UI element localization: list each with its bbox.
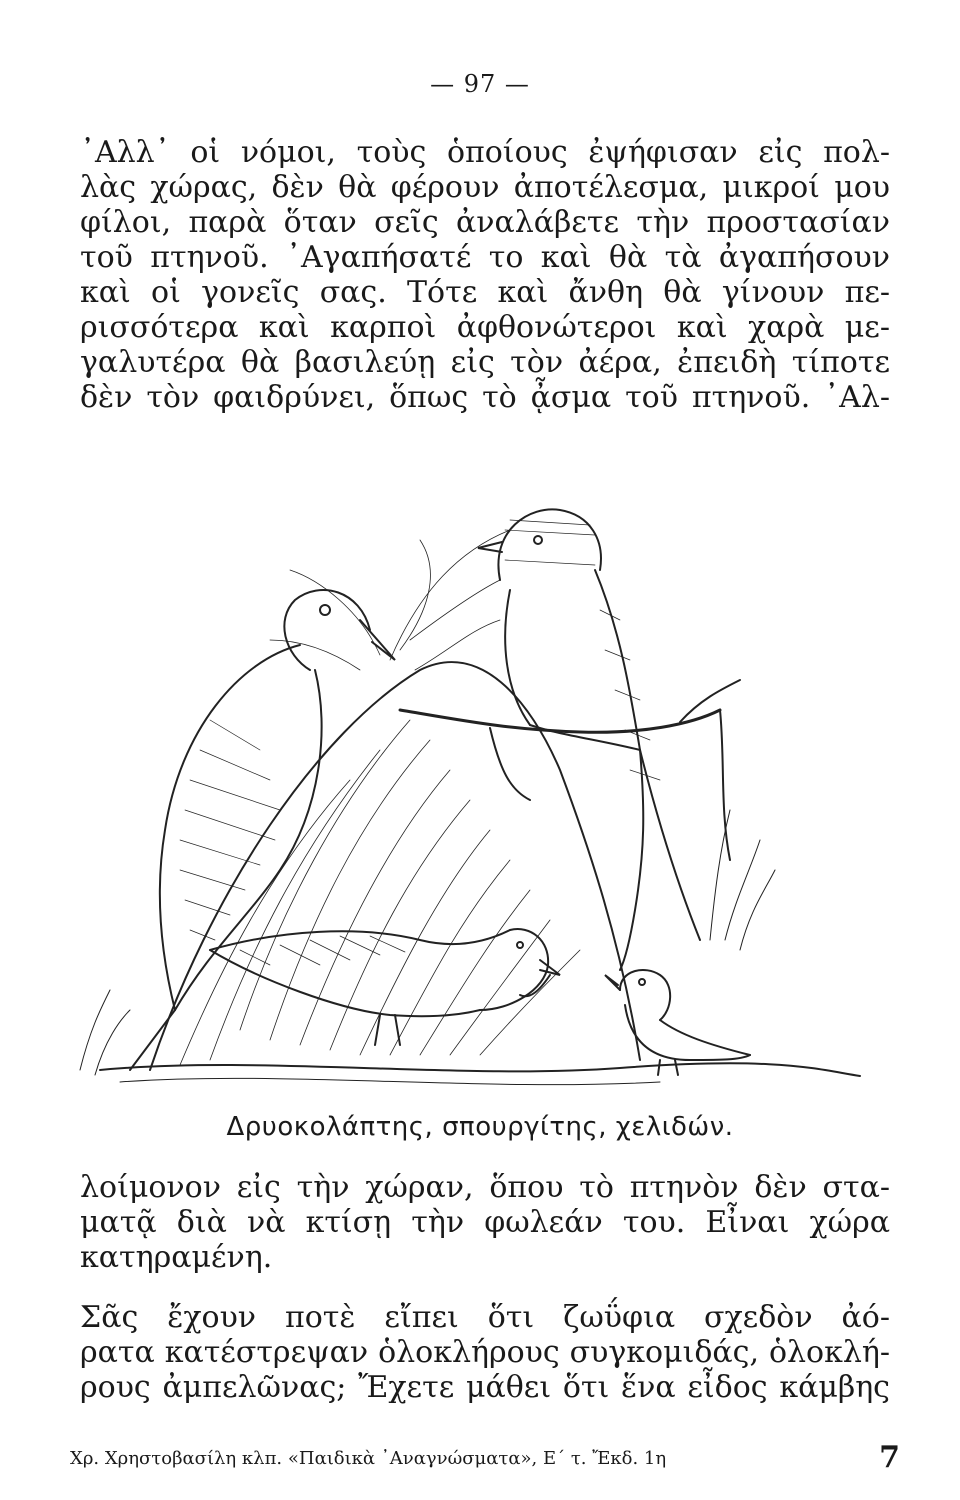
text-line: ρισσότερα καὶ καρποὶ ἀφθονώτεροι καὶ χαρὰ με- [80, 310, 890, 345]
paragraph-2 [80, 1170, 890, 1275]
footer-text: Χρ. Χρηστοβασίλη κλπ. «Παιδικὰ ᾿Αναγνώσματα», Ε΄ τ. Ἔκδ. 1η [70, 1448, 667, 1469]
signature-mark: 7 [879, 1440, 900, 1475]
text-line: καὶ οἱ γονεῖς σας. Τότε καὶ ἄνθη θὰ γίνουν πε- [80, 275, 890, 310]
paragraph-1 [80, 135, 890, 415]
text-line: ᾿Αλλ᾿ οἱ νόμοι, τοὺς ὁποίους ἐψήφισαν εἰς πολ- [80, 135, 890, 170]
text-line: ρατα κατέστρεψαν ὁλοκλήρους συγκομιδάς, ὁλοκλή- [80, 1335, 890, 1370]
birds-illustration [60, 470, 900, 1110]
page-number: — 97 — [430, 70, 530, 98]
text-line: Σᾶς ἔχουν ποτὲ εἴπει ὅτι ζωΰφια σχεδὸν ἀό- [80, 1300, 890, 1335]
page-footer [70, 1440, 900, 1480]
text-line: φίλοι, παρὰ ὅταν σεῖς ἀναλάβετε τὴν προστασίαν [80, 205, 890, 240]
text-line: λοίμονον εἰς τὴν χώραν, ὅπου τὸ πτηνὸν δὲν στα- [80, 1170, 890, 1205]
text-line: ρους ἀμπελῶνας; Ἔχετε μάθει ὅτι ἕνα εἶδος κάμβης [80, 1370, 890, 1405]
text-line: κατηραμένη. [80, 1240, 273, 1275]
text-line: ματᾷ διὰ νὰ κτίσῃ τὴν φωλεάν του. Εἶναι χώρα [80, 1205, 890, 1240]
figure-caption: Δρυοκολάπτης, σπουργίτης, χελιδών. [226, 1112, 734, 1142]
text-line: τοῦ πτηνοῦ. ᾿Αγαπήσατέ το καὶ θὰ τὰ ἀγαπήσουν [80, 240, 890, 275]
paragraph-3 [80, 1300, 890, 1405]
text-line: γαλυτέρα θὰ βασιλεύῃ εἰς τὸν ἀέρα, ἐπειδὴ τίποτε [80, 345, 890, 380]
text-line: λὰς χώρας, δὲν θὰ φέρουν ἀποτέλεσμα, μικροί μου [80, 170, 890, 205]
text-line: δὲν τὸν φαιδρύνει, ὅπως τὸ ᾆσμα τοῦ πτηνοῦ. ᾿Αλ- [80, 380, 890, 415]
